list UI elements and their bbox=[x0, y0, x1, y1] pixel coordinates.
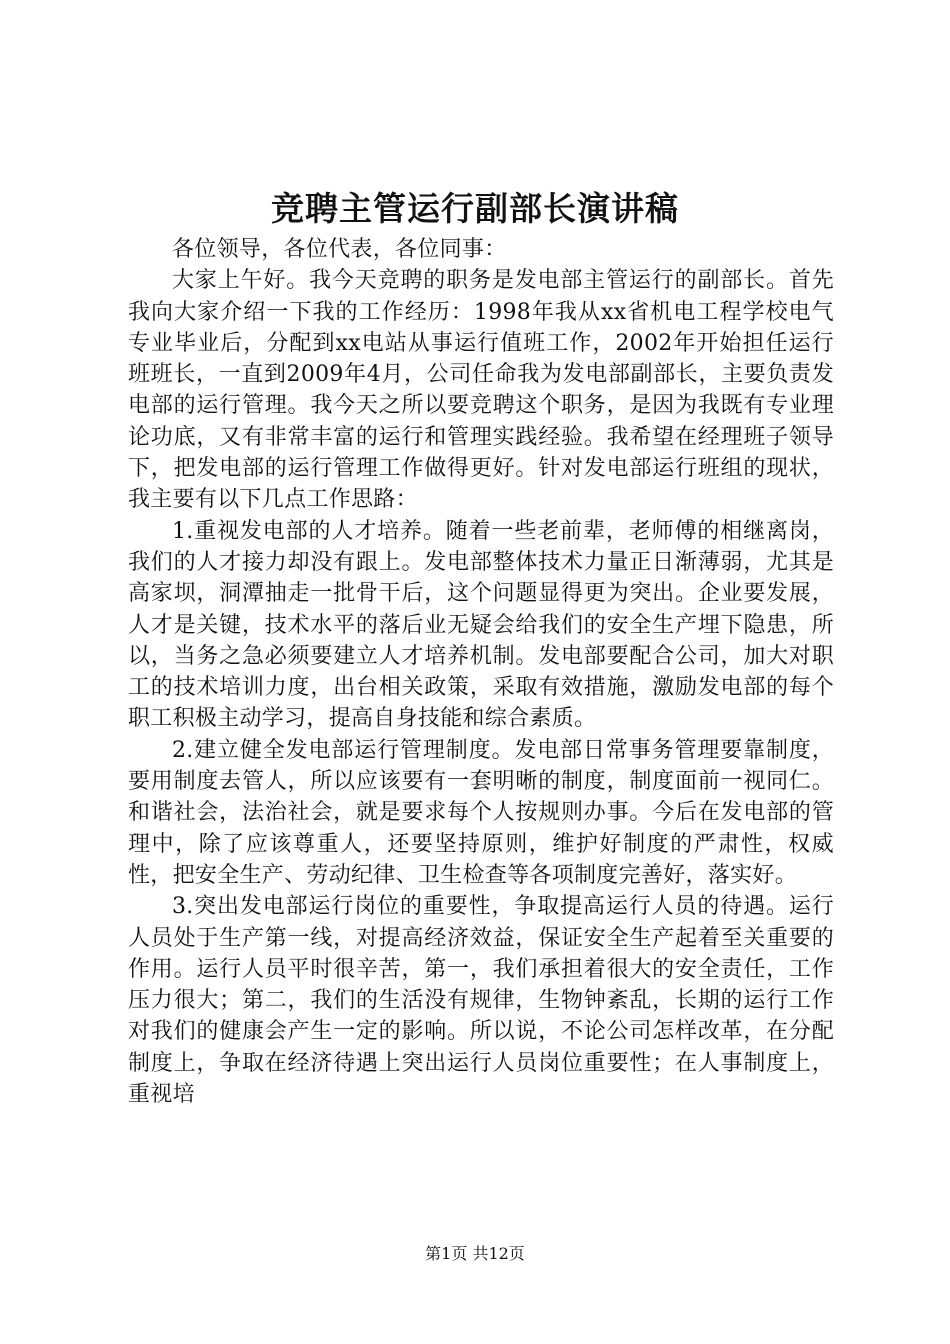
document-title: 竞聘主管运行副部长演讲稿 bbox=[271, 189, 679, 228]
point-2-paragraph: 2.建立健全发电部运行管理制度。发电部日常事务管理要靠制度，要用制度去管人，所以应该要有一套明晰的制度，制度面前一视同仁。和谐社会，法治社会，就是要求每个人按规则办事。今后在发电部的管理中，除了应该尊重人，还要坚持原则，维护好制度的严肃性，权威性，把安全生产、劳动纪律、卫生检查等各项制度完善好，落实好。 bbox=[128, 737, 834, 888]
point-3-paragraph: 3.突出发电部运行岗位的重要性，争取提高运行人员的待遇。运行人员处于生产第一线，对提高经济效益，保证安全生产起着至关重要的作用。运行人员平时很辛苦，第一，我们承担着很大的安全责任，工作压力很大；第二，我们的生活没有规律，生物钟紊乱，长期的运行工作对我们的健康会产生一定的影响。所以说，不论公司怎样改革，在分配制度上，争取在经济待遇上突出运行人员岗位重要性；在人事制度上，重视培 bbox=[128, 894, 834, 1108]
intro-paragraph: 大家上午好。我今天竞聘的职务是发电部主管运行的副部长。首先我向大家介绍一下我的工作经历：1998年我从xx省机电工程学校电气专业毕业后，分配到xx电站从事运行值班工作，2002年开始担任运行班班长，一直到2009年4月，公司任命我为发电部副部长，主要负责发电部的运行管理。我今天之所以要竞聘这个职务，是因为我既有专业理论功底，又有非常丰富的运行和管理实践经验。我希望在经理班子领导下，把发电部的运行管理工作做得更好。针对发电部运行班组的现状，我主要有以下几点工作思路： bbox=[128, 268, 834, 513]
document-body bbox=[128, 234, 834, 1110]
page-footer: 第1页 共12页 bbox=[425, 1244, 525, 1263]
point-1-paragraph: 1.重视发电部的人才培养。随着一些老前辈，老师傅的相继离岗，我们的人才接力却没有跟上。发电部整体技术力量正日渐薄弱，尤其是高家坝，洞潭抽走一批骨干后，这个问题显得更为突出。企业要发展，人才是关键，技术水平的落后业无疑会给我们的安全生产埋下隐患，所以，当务之急必须要建立人才培养机制。发电部要配合公司，加大对职工的技术培训力度，出台相关政策，采取有效措施，激励发电部的每个职工积极主动学习，提高自身技能和综合素质。 bbox=[128, 518, 834, 732]
salutation-paragraph: 各位领导，各位代表，各位同事： bbox=[172, 237, 507, 262]
